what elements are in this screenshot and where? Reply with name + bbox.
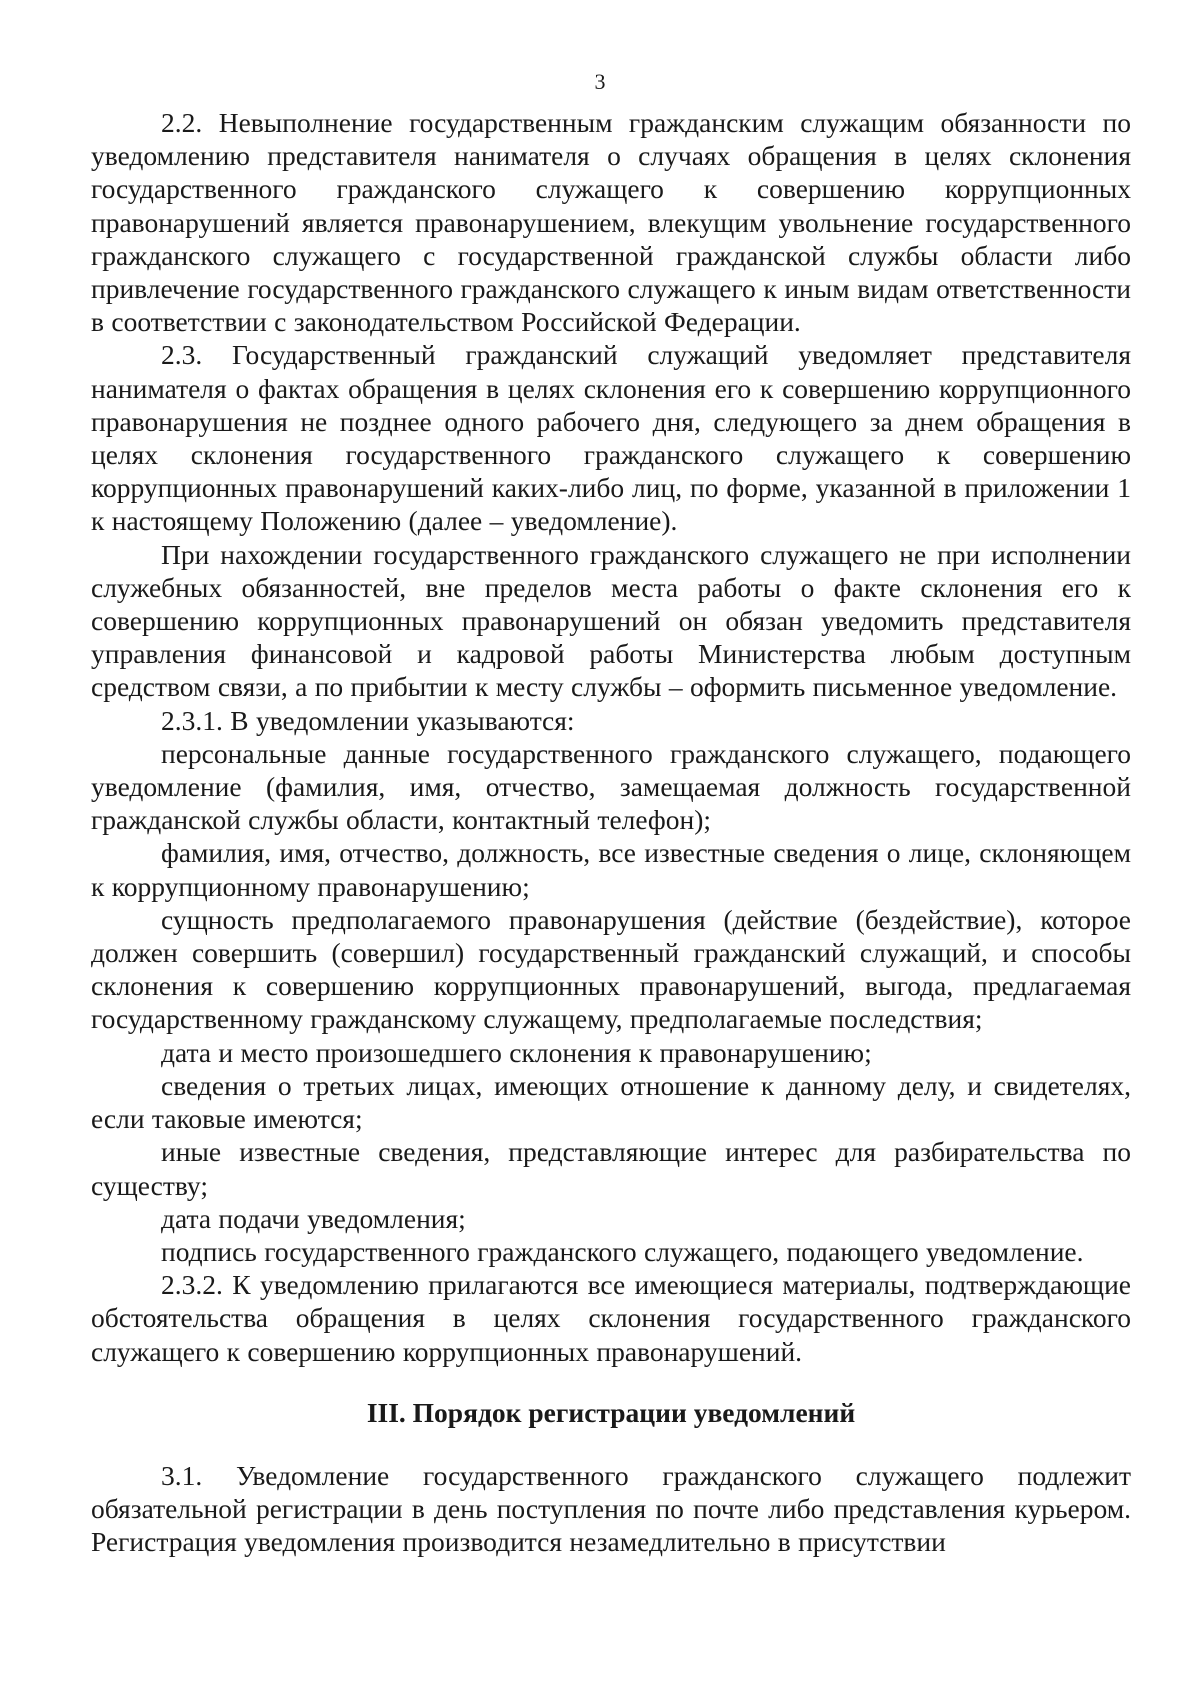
list-item-signature: подпись государственного гражданского служащего, подающего уведомление. bbox=[161, 1235, 1084, 1267]
paragraph-2-3-1: 2.3.1. В уведомлении указываются: bbox=[161, 704, 575, 736]
paragraph-2-3-2: 2.3.2. К уведомлению прилагаются все имеющиеся материалы, подтверждающие обстоятельства обращения в целях склонения государственного гражданского служащего к совершению коррупционных правонарушений. bbox=[91, 1269, 1131, 1367]
list-item-submission-date: дата подачи уведомления; bbox=[161, 1202, 466, 1234]
list-item-personal-data: персональные данные государственного гражданского служащего, подающего уведомление (фамилия, имя, отчество, замещаемая должность государственной гражданской службы области, контактный телефон); bbox=[91, 737, 1131, 836]
list-item-third-parties: сведения о третьих лицах, имеющих отношение к данному делу, и свидетелях, если таковые имеются; bbox=[91, 1069, 1131, 1135]
list-item-date-place: дата и место произошедшего склонения к правонарушению; bbox=[161, 1036, 872, 1068]
paragraph-2-3: 2.3. Государственный гражданский служащий уведомляет представителя нанимателя о фактах обращения в целях склонения его к совершению коррупционного правонарушения не позднее одного рабочего дня, следующего за днем обращения в целях склонения государственного гражданского служащего к совершению коррупционных правонарушений каких-либо лиц, по форме, указанной в приложении 1 к настоящему Положению (далее – уведомление). bbox=[91, 339, 1131, 537]
document-body bbox=[91, 106, 1131, 1559]
paragraph-2-2: 2.2. Невыполнение государственным гражданским служащим обязанности по уведомлению представителя нанимателя о случаях обращения в целях склонения государственного гражданского служащего к совершению коррупционных правонарушений является правонарушением, влекущим увольнение государственного гражданского служащего с государственной гражданской службы области либо привлечение государственного гражданского служащего к иным видам ответственности в соответствии с законодательством Российской Федерации. bbox=[91, 107, 1131, 338]
page-number: 3 bbox=[594, 69, 606, 94]
list-item-inducer-info: фамилия, имя, отчество, должность, все известные сведения о лице, склоняющем к коррупционному правонарушению; bbox=[91, 837, 1131, 902]
paragraph-3-1: 3.1. Уведомление государственного гражданского служащего подлежит обязательной регистрации в день поступления по почте либо представления курьером. Регистрация уведомления производится незамедлительно в присутствии bbox=[91, 1459, 1131, 1558]
list-item-offense-essence: сущность предполагаемого правонарушения (действие (бездействие), которое должен совершить (совершил) государственный гражданский служащий, и способы склонения к совершению коррупционных правонарушений, выгода, предлагаемая государственному гражданскому служащему, предполагаемые последствия; bbox=[91, 903, 1131, 1035]
list-item-other-info: иные известные сведения, представляющие интерес для разбирательства по существу; bbox=[91, 1136, 1131, 1201]
paragraph-outside-duty: При нахождении государственного гражданского служащего не при исполнении служебных обязанностей, вне пределов места работы о факте склонения его к совершению коррупционных правонарушений он обязан уведомить представителя управления финансовой и кадровой работы Министерства любым доступным средством связи, а по прибытии к месту службы – оформить письменное уведомление. bbox=[91, 538, 1131, 703]
section-heading: III. Порядок регистрации уведомлений bbox=[366, 1396, 856, 1428]
